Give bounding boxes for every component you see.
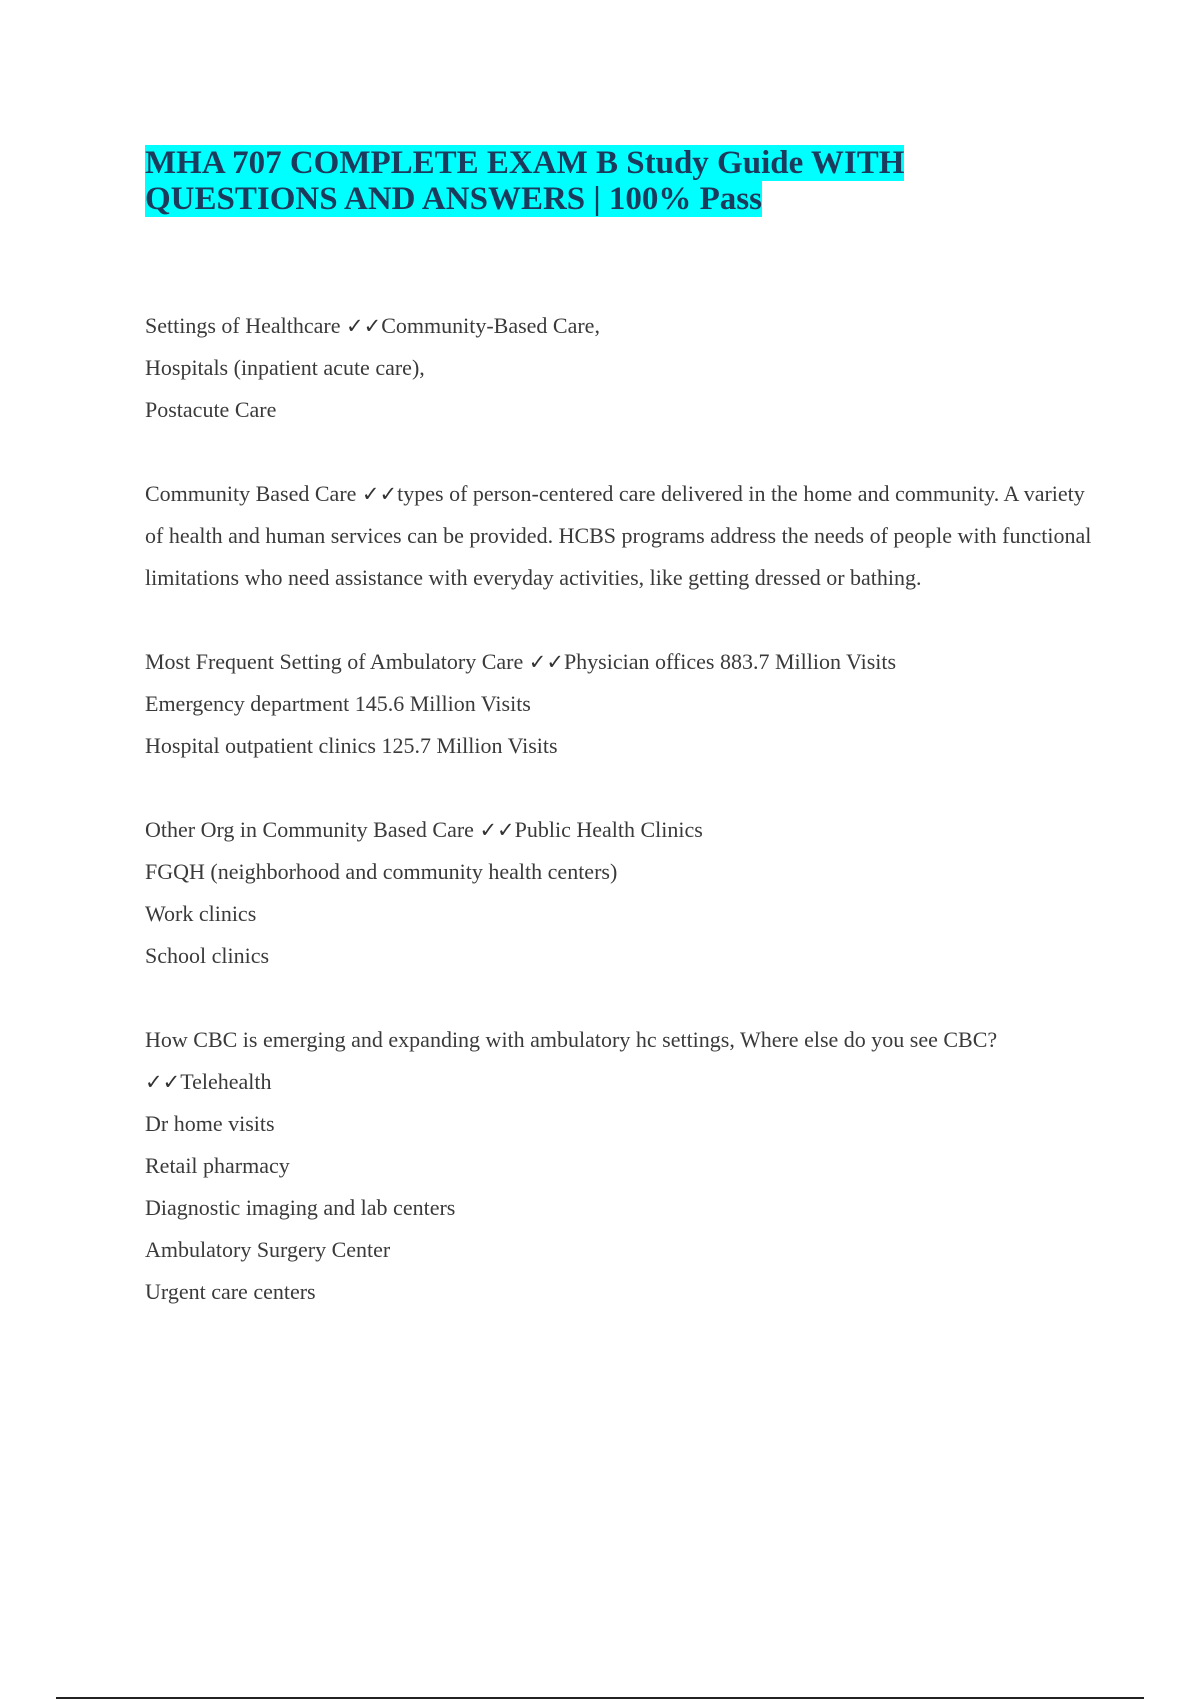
qa-answer: Public Health Clinics [514, 817, 703, 842]
qa-answer-line: Retail pharmacy [145, 1153, 290, 1178]
qa-answer-line: Urgent care centers [145, 1279, 316, 1304]
check-icon: ✓✓ [361, 482, 398, 506]
qa-term: Other Org in Community Based Care [145, 817, 474, 842]
qa-answer-line: Ambulatory Surgery Center [145, 1237, 391, 1262]
check-icon: ✓✓ [145, 1070, 181, 1094]
qa-answer: types of person-centered care delivered in the home and community. A variety of health and human services can be provided. HCBS programs address the needs of people with functional limitations who need assistance with everyday activities, like getting dressed or bathing. [145, 481, 1092, 590]
qa-question-line [145, 641, 1095, 683]
qa-answer-line: Dr home visits [145, 1111, 275, 1136]
qa-list [145, 305, 1095, 1355]
qa-entry [145, 809, 1095, 977]
qa-answer-line: Postacute Care [145, 397, 277, 422]
check-icon: ✓✓ [479, 818, 515, 842]
qa-entry [145, 641, 1095, 767]
qa-answer: Community-Based Care, [381, 313, 600, 338]
qa-answer-line: Hospitals (inpatient acute care), [145, 355, 425, 380]
qa-answer-line: FGQH (neighborhood and community health centers) [145, 859, 618, 884]
document-title [145, 145, 1095, 217]
qa-answer: Physician offices 883.7 Million Visits [563, 649, 897, 674]
qa-answer-line: Work clinics [145, 901, 257, 926]
qa-entry [145, 305, 1095, 431]
qa-question-line [145, 473, 1095, 599]
check-icon: ✓✓ [346, 314, 382, 338]
qa-term: Settings of Healthcare [145, 313, 341, 338]
check-icon: ✓✓ [528, 650, 564, 674]
qa-answer-line: Diagnostic imaging and lab centers [145, 1195, 456, 1220]
qa-answer: Telehealth [180, 1069, 272, 1094]
qa-question-line [145, 305, 1095, 347]
qa-answer-line: Emergency department 145.6 Million Visits [145, 691, 531, 716]
qa-entry [145, 1019, 1095, 1313]
qa-answer-line: School clinics [145, 943, 270, 968]
qa-question-line [145, 1019, 1095, 1103]
qa-entry [145, 473, 1095, 599]
title-highlight: MHA 707 COMPLETE EXAM B Study Guide WITH QUESTIONS AND ANSWERS | 100% Pass [145, 145, 905, 217]
qa-answer-line: Hospital outpatient clinics 125.7 Million Visits [145, 733, 558, 758]
footer-divider [56, 1697, 1144, 1699]
qa-term: Most Frequent Setting of Ambulatory Care [145, 649, 524, 674]
qa-question-line [145, 809, 1095, 851]
qa-term: How CBC is emerging and expanding with ambulatory hc settings, Where else do you see CBC? [145, 1027, 998, 1052]
qa-term: Community Based Care [145, 481, 357, 506]
